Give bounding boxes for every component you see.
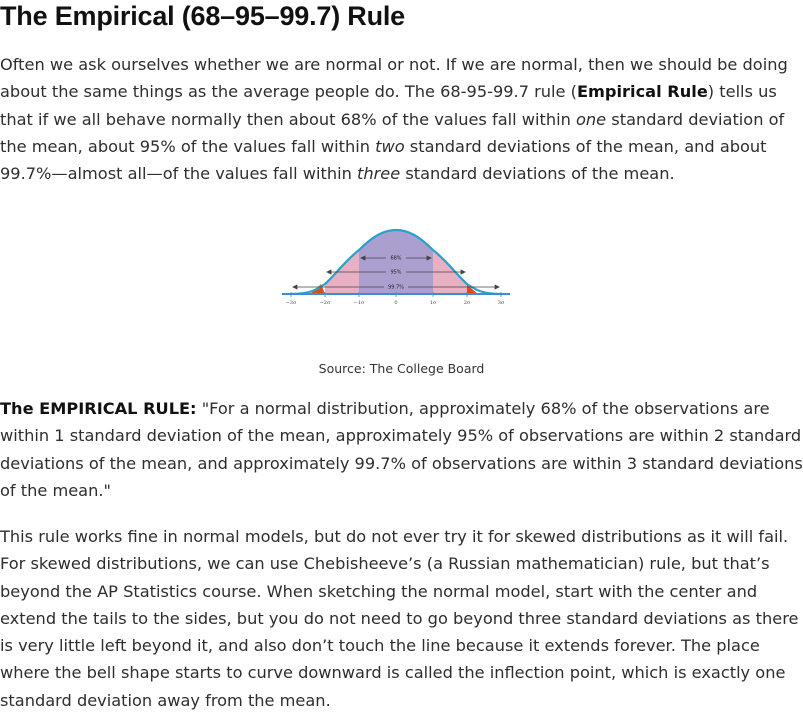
figure-caption: Source: The College Board <box>318 361 485 376</box>
intro-paragraph <box>0 51 803 187</box>
empirical-rule-heading: The EMPIRICAL RULE: <box>0 399 197 418</box>
empirical-rule-term: Empirical Rule <box>576 82 708 102</box>
normal-curve-diagram <box>280 218 512 318</box>
empirical-rule-paragraph <box>0 395 803 504</box>
label-997: 99.7% <box>388 284 404 291</box>
label-95: 95% <box>390 269 402 276</box>
tick-label-0: 0 <box>394 300 398 306</box>
emphasis-one: one <box>576 109 607 129</box>
tick-label-neg3: −3σ <box>285 300 297 306</box>
intro-text-3: standard deviation of the mean, about 95% of the values fall within <box>0 109 785 156</box>
empirical-rule-text: "For a normal distribution, approximately 68% of the observations are within 1 standard deviation of the mean, approximately 95% of observations are within 2 standard deviations of the mean, and approximately 99.7% of observations are within 3 standard deviations of the mean." <box>0 399 803 500</box>
label-68: 68% <box>390 255 402 262</box>
tick-label-pos2: 2σ <box>463 300 471 306</box>
intro-text-2: ) tells us that if we all behave normally then about 68% of the values fall within <box>0 82 777 129</box>
tick-label-neg2: −2σ <box>319 300 331 306</box>
tick-label-neg1: −1σ <box>353 300 365 306</box>
intro-text-1: Often we ask ourselves whether we are normal or not. If we are normal, then we should be doing about the same things as the average people do. The 68-95-99.7 rule ( <box>0 55 788 102</box>
emphasis-two: two <box>375 136 405 156</box>
tick-label-pos3: 3σ <box>497 300 505 306</box>
arrowhead-997-left <box>293 285 297 289</box>
arrowhead-997-right <box>495 285 499 289</box>
emphasis-three: three <box>357 164 401 184</box>
arrowhead-95-right <box>461 270 465 274</box>
intro-text-4: standard deviations of the mean, and about 99.7%—almost all—of the values fall within <box>0 136 767 184</box>
page-title: The Empirical (68–95–99.7) Rule <box>0 1 405 31</box>
intro-text-5: standard deviations of the mean. <box>400 164 675 184</box>
normal-curve-figure <box>280 218 512 318</box>
arrowhead-95-left <box>327 270 331 274</box>
tick-label-pos1: 1σ <box>429 300 437 306</box>
skewed-distribution-paragraph: This rule works fine in normal models, but do not ever try it for skewed distributions as it will fail. For skewed distributions, we can use Chebisheeve’s (a Russian mathematician) rule, but that’s beyond the AP Statistics course. When sketching the normal model, start with the center and extend the tails to the sides, but you do not need to go beyond three standard deviations as there is very little left beyond it, and also don’t touch the line because it extends forever. The place where the bell shape starts to curve downward is called the inflection point, which is exactly one standard deviation away from the mean. <box>0 527 799 710</box>
